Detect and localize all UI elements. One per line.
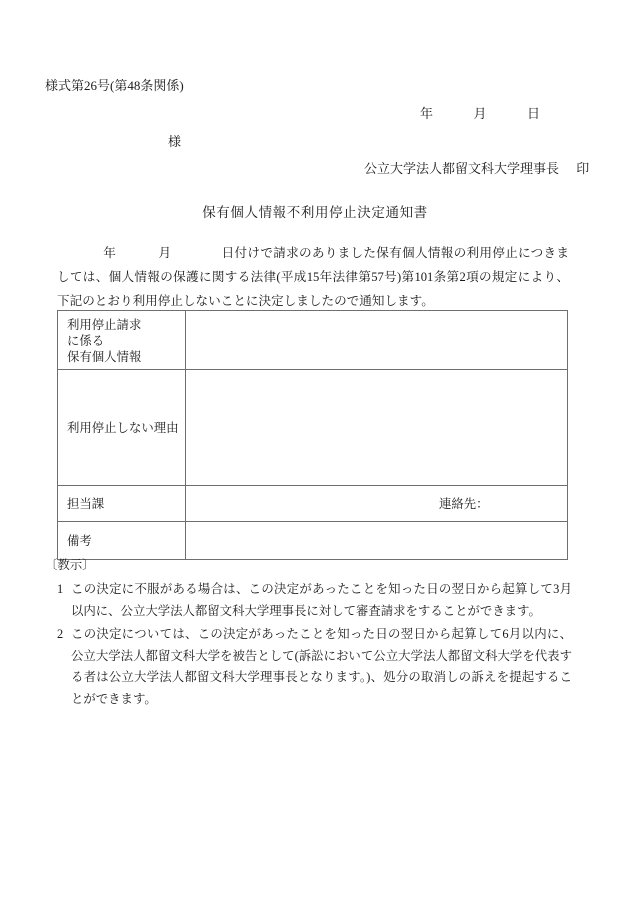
body-date-month: 月 [158,246,172,260]
seal-mark: 印 [576,161,590,176]
instruction-item-1 [57,579,572,622]
addressee-honorific: 様 [168,134,182,149]
row-label-line-3: 保有個人情報 [67,350,142,364]
document-title: 保有個人情報不利用停止決定通知書 [202,205,428,220]
table-row-remarks [58,522,568,560]
row-label-reason [58,370,186,486]
issuer-name: 公立大学法人都留文科大学理事長 [364,161,560,176]
body-date-year: 年 [103,246,117,260]
notification-table [57,310,568,560]
form-number: 様式第26号(第48条関係) [45,78,184,93]
instruction-text-2: この決定については、この決定があったことを知った日の翌日から起算して6月以内に、公立大学法人都留文科大学を被告として(訴訟において公立大学法人都留文科大学を代表する者は公立大学法人都留文科大学理事長となります。)、処分の取消しの訴えを提起することができます。 [71,627,572,706]
instruction-item-2 [57,624,572,710]
table-row-target-info [58,311,568,370]
instruction-number-2: 2 [57,627,64,641]
row-label-remarks-text: 備考 [67,533,92,548]
row-value-reason[interactable] [186,370,568,486]
body-paragraph [57,241,569,313]
table-row-reason [58,370,568,486]
contact-label: 連絡先： [439,496,489,511]
instructions-heading: 〔教示〕 [45,558,95,572]
date-year-label: 年 [420,106,434,121]
row-label-remarks [58,522,186,560]
row-label-line-2: に係る [67,334,105,348]
table-row-department [58,486,568,522]
instruction-text-1: この決定に不服がある場合は、この決定があったことを知った日の翌日から起算して3月以内に、公立大学法人都留文科大学理事長に対して審査請求をすることができます。 [71,582,572,618]
row-label-target-info [58,311,186,370]
row-value-department[interactable] [186,486,568,522]
date-day-label: 日 [527,106,541,121]
date-line [420,104,540,124]
issuer-line [364,159,589,179]
instruction-number-1: 1 [57,582,64,596]
row-value-remarks[interactable] [186,522,568,560]
row-value-target-info[interactable] [186,311,568,370]
body-main-text: 日付けで請求のありました保有個人情報の利用停止につきましては、個人情報の保護に関する法律(平成15年法律第57号)第101条第2項の規定により、下記のとおり利用停止しないことに決定しましたので通知します。 [57,246,570,308]
row-label-reason-text: 利用停止しない理由 [67,420,179,435]
date-month-label: 月 [473,106,487,121]
row-label-department-text: 担当課 [67,496,105,511]
instructions-list [57,579,572,712]
row-label-department [58,486,186,522]
row-label-line-1: 利用停止請求 [67,318,142,332]
